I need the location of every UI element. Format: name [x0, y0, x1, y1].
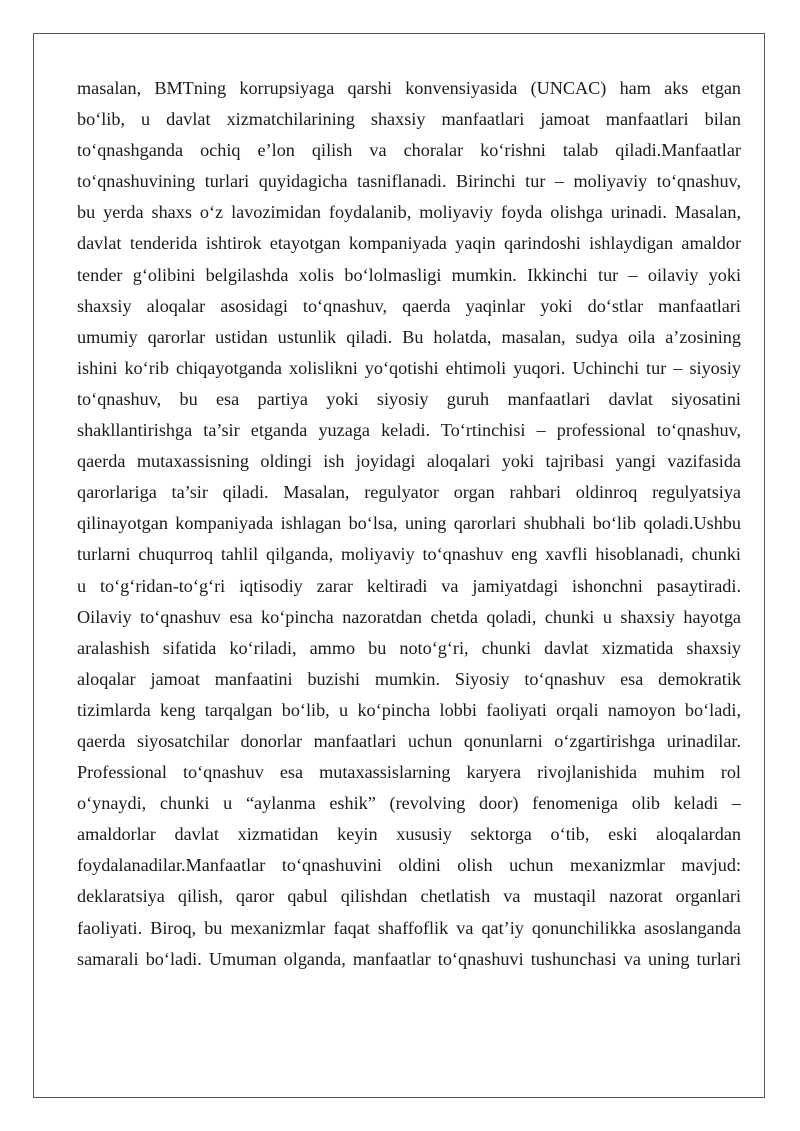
text-line: aralashish sifatida ko‘riladi, ammo bu noto‘g‘ri, chunki davlat xizmatida shaxsiy: [77, 637, 741, 658]
text-line: turlarni chuqurroq tahlil qilganda, moliyaviy to‘qnashuv eng xavfli hisoblanadi, chunki: [77, 544, 741, 565]
text-line: shakllantirishga ta’sir etganda yuzaga keladi. To‘rtinchisi – professional to‘qnashuv,: [77, 420, 741, 441]
text-line: u to‘g‘ridan-to‘g‘ri iqtisodiy zarar keltiradi va jamiyatdagi ishonchni pasaytiradi.: [77, 575, 741, 596]
text-line: o‘ynaydi, chunki u “aylanma eshik” (revolving door) fenomeniga olib keladi –: [77, 793, 741, 814]
text-line: to‘qnashuv, bu esa partiya yoki siyosiy guruh manfaatlari davlat siyosatini: [77, 388, 741, 409]
text-line: to‘qnashuvining turlari quyidagicha tasniflanadi. Birinchi tur – moliyaviy to‘qnashuv,: [77, 171, 741, 192]
text-line: foydalanadilar.Manfaatlar to‘qnashuvini oldini olish uchun mexanizmlar mavjud:: [77, 855, 741, 876]
text-line: qarorlariga ta’sir qiladi. Masalan, regulyator organ rahbari oldinroq regulyatsiya: [77, 482, 741, 503]
text-line: amaldorlar davlat xizmatidan keyin xususiy sektorga o‘tib, eski aloqalardan: [77, 824, 741, 845]
text-line: deklaratsiya qilish, qaror qabul qilishdan chetlatish va mustaqil nazorat organlari: [77, 886, 741, 907]
text-line: tender g‘olibini belgilashda xolis bo‘lolmasligi mumkin. Ikkinchi tur – oilaviy yoki: [77, 264, 741, 285]
text-line: davlat tenderida ishtirok etayotgan kompaniyada yaqin qarindoshi ishlaydigan amaldor: [77, 233, 741, 254]
text-line: bu yerda shaxs o‘z lavozimidan foydalanib, moliyaviy foyda olishga urinadi. Masalan,: [77, 202, 741, 223]
text-line: shaxsiy aloqalar asosidagi to‘qnashuv, qaerda yaqinlar yoki do‘stlar manfaatlari: [77, 295, 741, 316]
text-line: faoliyati. Biroq, bu mexanizmlar faqat shaffoflik va qat’iy qonunchilikka asoslanganda: [77, 917, 741, 938]
text-line: tizimlarda keng tarqalgan bo‘lib, u ko‘pincha lobbi faoliyati orqali namoyon bo‘ladi,: [77, 699, 741, 720]
text-line: qaerda mutaxassisning oldingi ish joyidagi aloqalari yoki tajribasi yangi vazifasida: [77, 451, 741, 472]
body-text: [77, 73, 741, 975]
text-line: masalan, BMTning korrupsiyaga qarshi konvensiyasida (UNCAC) ham aks etgan: [77, 78, 741, 98]
text-line: ishini ko‘rib chiqayotganda xolislikni yo‘qotishi ehtimoli yuqori. Uchinchi tur – siyosiy: [77, 357, 741, 378]
text-line: samarali bo‘ladi. Umuman olganda, manfaatlar to‘qnashuvi tushunchasi va uning turlari: [77, 948, 741, 969]
text-line: Professional to‘qnashuv esa mutaxassislarning karyera rivojlanishida muhim rol: [77, 762, 741, 783]
text-line: to‘qnashganda ochiq e’lon qilish va choralar ko‘rishni talab qiladi.Manfaatlar: [77, 140, 741, 161]
text-line: umumiy qarorlar ustidan ustunlik qiladi. Bu holatda, masalan, sudya oila a’zosining: [77, 326, 741, 347]
text-line: qaerda siyosatchilar donorlar manfaatlari uchun qonunlarni o‘zgartirishga urinadilar.: [77, 730, 741, 751]
text-line: qilinayotgan kompaniyada ishlagan bo‘lsa, uning qarorlari shubhali bo‘lib qoladi.Ushbu: [77, 513, 741, 534]
text-line: bo‘lib, u davlat xizmatchilarining shaxsiy manfaatlari jamoat manfaatlari bilan: [77, 109, 741, 130]
text-line: Oilaviy to‘qnashuv esa ko‘pincha nazoratdan chetda qoladi, chunki u shaxsiy hayotga: [77, 606, 741, 627]
text-line: aloqalar jamoat manfaatini buzishi mumkin. Siyosiy to‘qnashuv esa demokratik: [77, 668, 741, 689]
